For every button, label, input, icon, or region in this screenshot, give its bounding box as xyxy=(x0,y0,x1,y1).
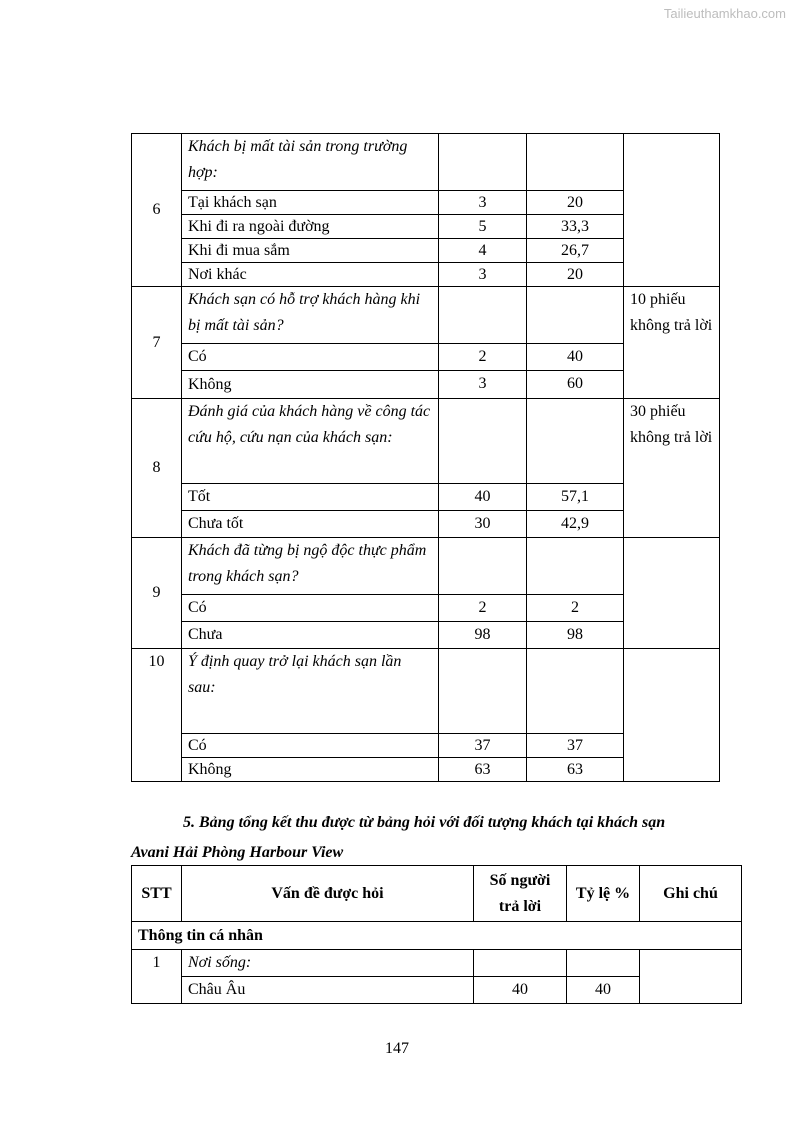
page-number: 147 xyxy=(385,1040,409,1057)
answer-label: Nơi khác xyxy=(182,263,439,287)
answer-pct: 42,9 xyxy=(527,511,624,538)
answer-label: Không xyxy=(182,758,439,782)
stt-cell: 8 xyxy=(132,399,182,538)
answer-label: Có xyxy=(182,595,439,622)
stt-cell: 9 xyxy=(132,538,182,649)
question-cell: Đánh giá của khách hàng về công tác cứu hộ, cứu nạn của khách sạn: xyxy=(182,399,439,484)
pct-cell xyxy=(527,399,624,484)
note-cell: 10 phiếu không trả lời xyxy=(624,287,720,399)
question-cell: Khách bị mất tài sản trong trường hợp: xyxy=(182,134,439,191)
answer-label: Khi đi mua sắm xyxy=(182,239,439,263)
section-row xyxy=(132,922,742,950)
pct-cell xyxy=(527,649,624,734)
pct-cell xyxy=(527,134,624,191)
count-cell xyxy=(439,538,527,595)
summary-table xyxy=(131,865,742,1004)
pct-cell xyxy=(527,287,624,344)
answer-label: Khi đi ra ngoài đường xyxy=(182,215,439,239)
question-cell: Ý định quay trở lại khách sạn lần sau: xyxy=(182,649,439,734)
stt-cell: 7 xyxy=(132,287,182,399)
answer-count: 63 xyxy=(439,758,527,782)
note-cell xyxy=(624,538,720,649)
answer-pct: 57,1 xyxy=(527,484,624,511)
answer-count: 30 xyxy=(439,511,527,538)
count-cell xyxy=(439,287,527,344)
count-cell xyxy=(439,649,527,734)
answer-count: 98 xyxy=(439,622,527,649)
header-question: Vấn đề được hỏi xyxy=(182,866,474,922)
answer-count: 3 xyxy=(439,191,527,215)
count-cell xyxy=(439,399,527,484)
header-count: Số người trả lời xyxy=(474,866,567,922)
note-cell xyxy=(640,950,742,1004)
answer-count: 5 xyxy=(439,215,527,239)
table-row xyxy=(132,399,720,484)
stt-cell: 10 xyxy=(132,649,182,782)
note-cell xyxy=(624,649,720,782)
answer-count: 40 xyxy=(439,484,527,511)
answer-pct: 33,3 xyxy=(527,215,624,239)
answer-pct: 26,7 xyxy=(527,239,624,263)
pct-cell xyxy=(527,538,624,595)
question-cell: Khách đã từng bị ngộ độc thực phẩm trong khách sạn? xyxy=(182,538,439,595)
pct-cell xyxy=(567,950,640,977)
table-row xyxy=(132,950,742,977)
caption-line-1: 5. Bảng tổng kết thu được từ bảng hỏi với đối tượng khách tại khách sạn xyxy=(183,814,666,831)
header-stt: STT xyxy=(132,866,182,922)
answer-label: Châu Âu xyxy=(182,977,474,1004)
answer-pct: 20 xyxy=(527,191,624,215)
table-row xyxy=(132,649,720,734)
note-cell: 30 phiếu không trả lời xyxy=(624,399,720,538)
stt-cell: 6 xyxy=(132,134,182,287)
header-pct: Tỷ lệ % xyxy=(567,866,640,922)
question-cell: Nơi sống: xyxy=(182,950,474,977)
answer-count: 2 xyxy=(439,595,527,622)
answer-count: 3 xyxy=(439,263,527,287)
answer-pct: 37 xyxy=(527,734,624,758)
answer-pct: 40 xyxy=(527,344,624,371)
answer-pct: 2 xyxy=(527,595,624,622)
answer-pct: 60 xyxy=(527,371,624,399)
answer-label: Có xyxy=(182,344,439,371)
answer-label: Không xyxy=(182,371,439,399)
header-note: Ghi chú xyxy=(640,866,742,922)
answer-count: 2 xyxy=(439,344,527,371)
stt-cell: 1 xyxy=(132,950,182,1004)
answer-pct: 40 xyxy=(567,977,640,1004)
answer-count: 37 xyxy=(439,734,527,758)
answer-count: 4 xyxy=(439,239,527,263)
header-row xyxy=(132,866,742,922)
table-row xyxy=(132,134,720,191)
answer-label: Chưa tốt xyxy=(182,511,439,538)
answer-pct: 98 xyxy=(527,622,624,649)
caption-line-2: Avani Hải Phòng Harbour View xyxy=(131,844,344,861)
answer-label: Chưa xyxy=(182,622,439,649)
count-cell xyxy=(439,134,527,191)
survey-table-continued xyxy=(131,133,720,782)
answer-label: Tại khách sạn xyxy=(182,191,439,215)
note-cell xyxy=(624,134,720,287)
table-row xyxy=(132,287,720,344)
answer-pct: 63 xyxy=(527,758,624,782)
table-row xyxy=(132,538,720,595)
section-title: Thông tin cá nhân xyxy=(132,922,742,950)
answer-count: 40 xyxy=(474,977,567,1004)
table-caption xyxy=(131,808,741,868)
watermark: Tailieuthamkhao.com xyxy=(663,6,786,21)
answer-label: Tốt xyxy=(182,484,439,511)
question-cell: Khách sạn có hỗ trợ khách hàng khi bị mất tài sản? xyxy=(182,287,439,344)
answer-label: Có xyxy=(182,734,439,758)
count-cell xyxy=(474,950,567,977)
answer-pct: 20 xyxy=(527,263,624,287)
answer-count: 3 xyxy=(439,371,527,399)
